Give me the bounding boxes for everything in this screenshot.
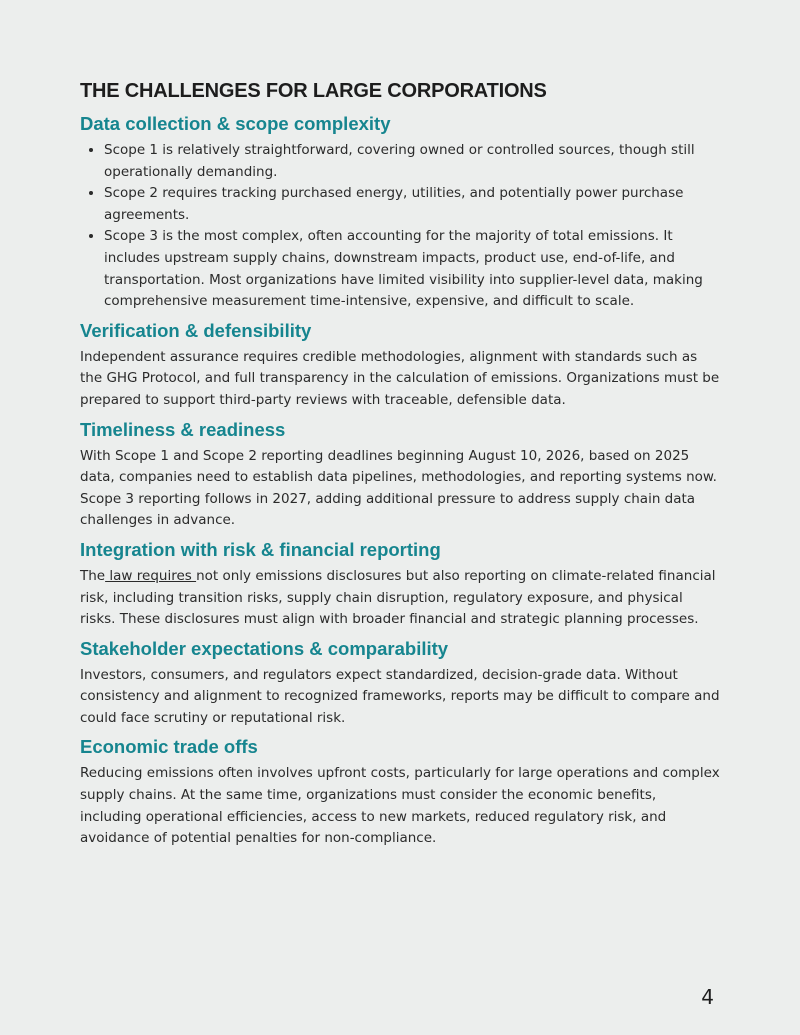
section-heading: Timeliness & readiness bbox=[80, 418, 286, 440]
section-integration bbox=[80, 538, 720, 631]
section-stakeholder bbox=[80, 637, 720, 730]
section-timeliness bbox=[80, 418, 720, 532]
list-item: • Scope 2 requires tracking purchased energy, utilities, and potentially power purchase agreements. bbox=[104, 183, 720, 226]
section-body: Investors, consumers, and regulators expect standardized, decision-grade data. Without consistency and alignment to recognized frameworks, reports may be difficult to compare and could face scrutiny or reputational risk. bbox=[80, 666, 720, 726]
section-body: Reducing emissions often involves upfront costs, particularly for large operations and complex supply chains. At the same time, organizations must consider the economic benefits, including operational efficiencies, access to new markets, reduced regulatory risk, and avoidance of potential penalties for non-compliance. bbox=[80, 765, 720, 847]
section-body: With Scope 1 and Scope 2 reporting deadlines beginning August 10, 2026, based on 2025 data, companies need to establish data pipelines, methodologies, and reporting systems now. Scope 3 reporting follows in 2027, adding additional pressure to address supply chain data challenges in advance. bbox=[80, 447, 717, 529]
page-title: THE CHALLENGES FOR LARGE CORPORATIONS bbox=[80, 80, 547, 102]
section-verification bbox=[80, 319, 720, 412]
section-heading: Stakeholder expectations & comparability bbox=[80, 637, 449, 659]
section-body bbox=[80, 566, 720, 631]
page-number: 4 bbox=[701, 985, 714, 1009]
section-heading: Integration with risk & financial reporting bbox=[80, 538, 441, 560]
body-suffix: not only emissions disclosures but also reporting on climate-related financial risk, including transition risks, supply chain disruption, regulatory exposure, and physical risks. These disclosures must align with broader financial and strategic planning processes. bbox=[80, 567, 716, 628]
law-requires-link[interactable]: law requires bbox=[105, 567, 197, 584]
section-economic bbox=[80, 735, 720, 849]
list-item: • Scope 3 is the most complex, often accounting for the majority of total emissions. It includes upstream supply chains, downstream impacts, product use, end-of-life, and transportation. Most organizations have limited visibility into supplier-level data, making comprehensive measurement time-intensive, expensive, and difficult to scale. bbox=[104, 226, 720, 312]
section-body: Independent assurance requires credible methodologies, alignment with standards such as the GHG Protocol, and full transparency in the calculation of emissions. Organizations must be prepared to support third-party reviews with traceable, defensible data. bbox=[80, 348, 720, 408]
section-heading: Data collection & scope complexity bbox=[80, 113, 391, 134]
section-heading: Economic trade offs bbox=[80, 736, 258, 758]
section-data-collection bbox=[80, 112, 720, 313]
body-prefix: The bbox=[80, 567, 106, 584]
section-heading: Verification & defensibility bbox=[80, 319, 312, 341]
document-page bbox=[80, 78, 720, 856]
bullet-list bbox=[80, 140, 720, 313]
list-item: • Scope 1 is relatively straightforward, covering owned or controlled sources, though still operationally demanding. bbox=[104, 140, 720, 183]
